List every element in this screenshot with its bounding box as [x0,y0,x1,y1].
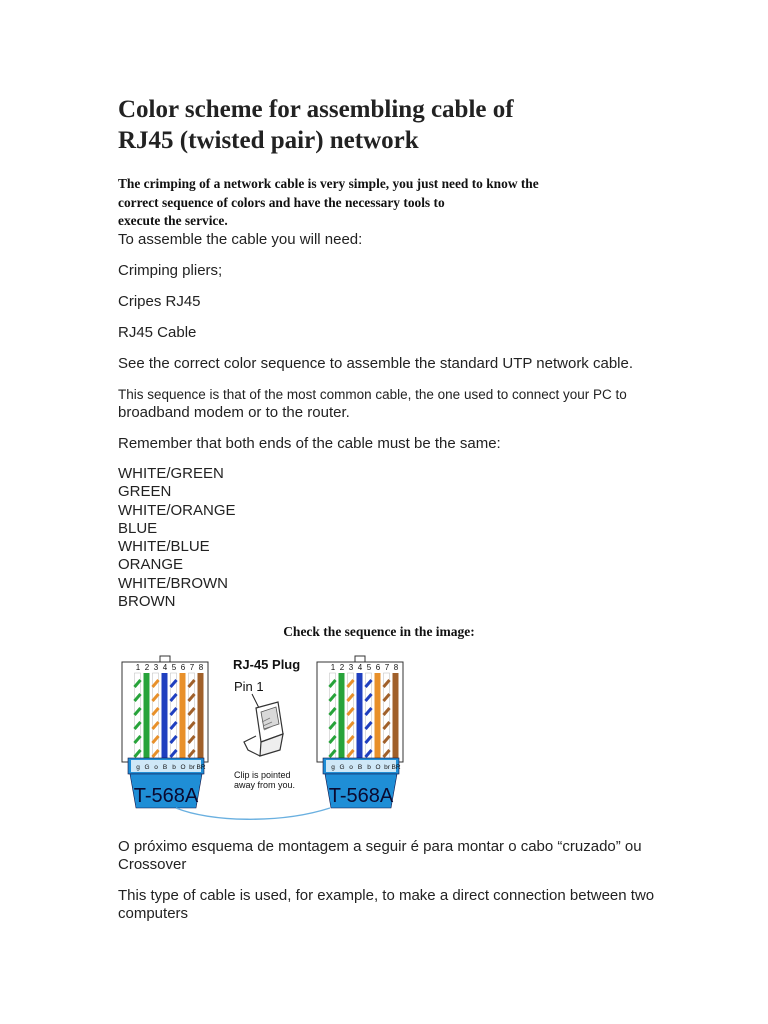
title-line-1: Color scheme for assembling cable of [118,96,514,123]
color-item: BLUE [118,519,158,537]
plug-title: RJ-45 Plug [233,657,301,672]
sequence-note [118,386,678,422]
pin-number: 7 [384,663,390,672]
wire-solid [393,673,399,759]
pin-number: 4 [162,663,168,672]
wire-code: G [339,764,345,771]
color-item: WHITE/GREEN [118,465,224,482]
pin-number: 3 [153,663,159,672]
wire-solid [375,673,381,759]
cable-line [176,808,330,819]
crossover-line-2: Crossover [118,856,187,873]
connector-tab [355,656,365,662]
pin-number: 5 [366,663,372,672]
color-item: WHITE/ORANGE [118,501,236,519]
pin-number: 3 [348,663,354,672]
intro-line-3: execute the service. [118,213,228,228]
wire-code: b [172,764,176,771]
pin-number: 5 [171,663,177,672]
rj45-plug-illustration [233,657,300,790]
wire-solid [198,673,204,759]
wire-code: BR [391,764,401,771]
pin-number: 2 [144,663,150,672]
pin-number: 1 [135,663,141,672]
wire-code: b [367,764,371,771]
pin1-label: Pin 1 [234,679,264,694]
clip-note-line-2: away from you. [234,780,296,790]
pin-number: 7 [189,663,195,672]
pin-number: 4 [357,663,363,672]
clip-note-line-1: Clip is pointed [234,770,291,780]
standard-label: T-568A [133,785,199,807]
wire-code: G [144,764,150,771]
pin-number: 8 [393,663,399,672]
plug-clip [244,736,260,756]
rj45-wiring-diagram [120,650,410,820]
title-line-2: RJ45 (twisted pair) network [118,127,419,154]
wire-code: g [331,764,335,771]
wire-solid [357,673,363,759]
pin-number: 2 [339,663,345,672]
wire-code: O [375,764,381,771]
color-item: BROWN [118,593,176,611]
tool-item-cable: RJ45 Cable [118,324,197,341]
wire-code: br [189,764,195,771]
remember-text: Remember that both ends of the cable must be the same: [118,435,501,452]
pin-number: 1 [330,663,336,672]
need-text: To assemble the cable you will need: [118,231,363,248]
pin-number: 8 [198,663,204,672]
color-item: GREEN [118,483,172,501]
wire-code: o [349,764,353,771]
intro-line-1: The crimping of a network cable is very simple, you just need to know the [118,176,539,191]
usage-line-1: This type of cable is used, for example, to make a direct connection between two [118,887,655,904]
tool-item-pliers: Crimping pliers; [118,262,223,279]
crossover-line-1: O próximo esquema de montagem a seguir é para montar o cabo “cruzado” ou [118,838,642,855]
wire-code: B [357,764,363,771]
connector-right [317,656,403,808]
wire-code: g [136,764,140,771]
wire-code: O [180,764,186,771]
sequence-note-line-1: This sequence is that of the most common cable, the one used to connect your PC to [118,387,627,402]
pin-number: 6 [180,663,186,672]
wire-solid [339,673,345,759]
wire-solid [144,673,150,759]
color-item: WHITE/BLUE [118,538,210,556]
wire-solid [180,673,186,759]
see-sequence-text: See the correct color sequence to assemble the standard UTP network cable. [118,355,634,372]
wire-code: br [384,764,390,771]
wire-solid [162,673,168,759]
connector-left [122,656,208,808]
usage-line-2: computers [118,905,189,922]
page-title [118,94,678,156]
color-sequence-list [118,465,236,611]
color-item: ORANGE [118,556,184,574]
wire-code: BR [196,764,206,771]
image-caption: Check the sequence in the image: [283,624,475,639]
crossover-paragraph [118,838,678,874]
sequence-note-line-2: broadband modem or to the router. [118,404,350,421]
tool-item-connectors: Cripes RJ45 [118,293,201,310]
color-item: WHITE/BROWN [118,574,228,592]
intro-paragraph [118,175,588,231]
wire-code: o [154,764,158,771]
connector-tab [160,656,170,662]
standard-label: T-568A [328,785,394,807]
wire-code: B [162,764,168,771]
pin-number: 6 [375,663,381,672]
usage-paragraph [118,887,678,923]
intro-line-2: correct sequence of colors and have the necessary tools to [118,194,445,210]
